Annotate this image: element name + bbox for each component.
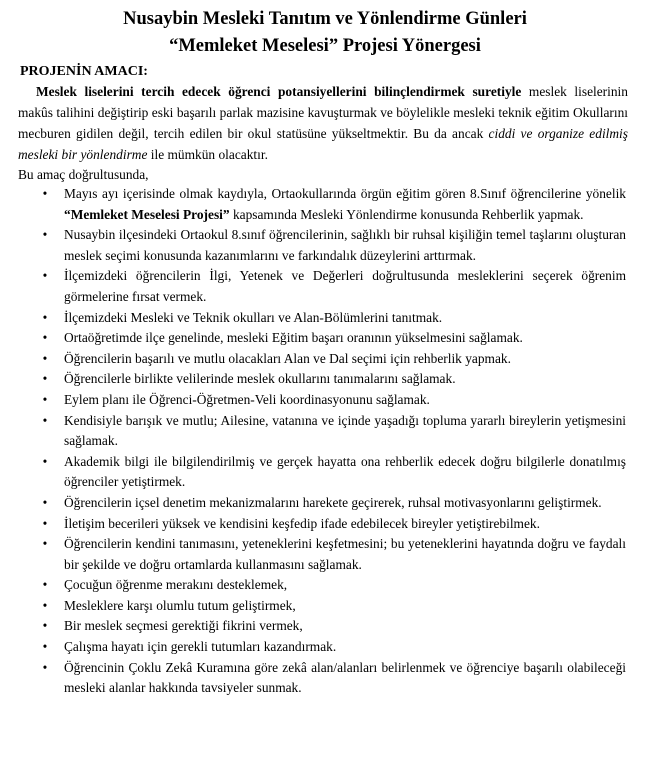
list-item: • Öğrencilerle birlikte velilerinde meslek okullarını tanımalarını sağlamak. (18, 369, 632, 390)
intro-italic: ciddi ve organize edilmiş mesleki bir yönlendirme (18, 126, 628, 162)
bullet-icon: • (42, 350, 48, 366)
aims-list (18, 184, 632, 699)
list-item: • İletişim becerileri yüksek ve kendisini keşfedip ifade edebilecek bireyler yetiştirebilmek. (18, 514, 632, 535)
bullet-icon: • (42, 268, 48, 284)
list-item: • Bir meslek seçmesi gerektiği fikrini vermek, (18, 616, 632, 637)
list-item: • Çocuğun öğrenme merakını desteklemek, (18, 575, 632, 596)
intro-text: meslek liselerinin makûs talihini değiştirip eski başarılı parlak mazisine kavuşturmak ve böylelikle mesleki teknik eğitim Okullarını mecburen gidilen değil, tercih edilen bir okul statüsüne yükseltmektir. Bu da ancak (18, 84, 628, 141)
bullet-icon: • (42, 597, 48, 613)
list-item: • Öğrencilerin kendini tanımasını, yeteneklerini keşfetmesini; bu yeteneklerini hayatında doğru ve faydalı bir şekilde ve doğru ortamlarda kullanmasını sağlamak. (18, 534, 632, 575)
bullet-icon: • (42, 515, 48, 531)
lead-in-text: Bu amaç doğrultusunda, (18, 167, 149, 182)
bullet-icon: • (42, 371, 48, 387)
bullet-icon: • (42, 577, 48, 593)
intro-bold: Meslek liselerini tercih edecek öğrenci potansiyellerini bilinçlendirmek suretiyle (36, 84, 522, 99)
list-item: • Eylem planı ile Öğrenci-Öğretmen-Veli koordinasyonunu sağlamak. (18, 390, 632, 411)
intro-paragraph (18, 81, 628, 165)
bullet-icon: • (42, 536, 48, 552)
list-item: • Kendisiyle barışık ve mutlu; Ailesine, vatanına ve içinde yaşadığı topluma yararlı bireylerin yetişmesini sağlamak. (18, 411, 632, 452)
intro-end: ile mümkün olacaktır. (147, 147, 268, 162)
bullet-icon: • (42, 391, 48, 407)
list-item: • Akademik bilgi ile bilgilendirilmiş ve gerçek hayatta ona rehberlik edecek doğru bilgilerle donatılmış öğrenciler yetiştirmek. (18, 452, 632, 493)
bullet-icon: • (42, 494, 48, 510)
list-item: • Ortaöğretimde ilçe genelinde, mesleki Eğitim başarı oranının yükselmesini sağlamak. (18, 328, 632, 349)
list-item: • Mesleklere karşı olumlu tutum geliştirmek, (18, 596, 632, 617)
document-title (18, 6, 632, 60)
list-item: • Öğrencinin Çoklu Zekâ Kuramına göre zekâ alan/alanları belirlenmek ve öğrenciye başarılı olabileceği mesleki alanlar hakkında tavsiyeler sunmak. (18, 658, 632, 699)
title-line-1: Nusaybin Mesleki Tanıtım ve Yönlendirme Günleri (123, 9, 527, 29)
bullet-icon: • (42, 330, 48, 346)
bullet-icon: • (42, 639, 48, 655)
bullet-icon: • (42, 618, 48, 634)
bullet-icon: • (42, 659, 48, 675)
list-item: • İlçemizdeki öğrencilerin İlgi, Yetenek ve Değerleri doğrultusunda mesleklerini seçerek öğrenim görmelerine fırsat vermek. (18, 266, 632, 307)
list-item: • Çalışma hayatı için gerekli tutumları kazandırmak. (18, 637, 632, 658)
list-item: • Öğrencilerin başarılı ve mutlu olacakları Alan ve Dal seçimi için rehberlik yapmak. (18, 349, 632, 370)
bullet-icon: • (42, 186, 48, 201)
list-item: • İlçemizdeki Mesleki ve Teknik okulları ve Alan-Bölümlerini tanıtmak. (18, 308, 632, 329)
section-heading: PROJENİN AMACI: (20, 64, 148, 79)
list-item: • Nusaybin ilçesindeki Ortaokul 8.sınıf öğrencilerinin, sağlıklı bir ruhsal kişiliğin temel taşlarını oluşturan meslek seçimi konusunda kazanımlarını ve farkındalık düzeylerini arttırmak. (18, 225, 632, 266)
list-item: • Öğrencilerin içsel denetim mekanizmalarını harekete geçirerek, ruhsal motivasyonlarını geliştirmek. (18, 493, 632, 514)
list-item: • Mayıs ayı içerisinde olmak kaydıyla, Ortaokullarında örgün eğitim gören 8.Sınıf öğrencilerine yönelik “Memleket Meselesi Projesi” kapsamında Mesleki Yönlendirme konusunda Rehberlik yapmak. (18, 184, 632, 225)
title-line-2: “Memleket Meselesi” Projesi Yönergesi (169, 36, 481, 56)
bullet-icon: • (42, 309, 48, 325)
bullet-icon: • (42, 227, 48, 243)
bullet-icon: • (42, 453, 48, 469)
bullet-icon: • (42, 412, 48, 428)
